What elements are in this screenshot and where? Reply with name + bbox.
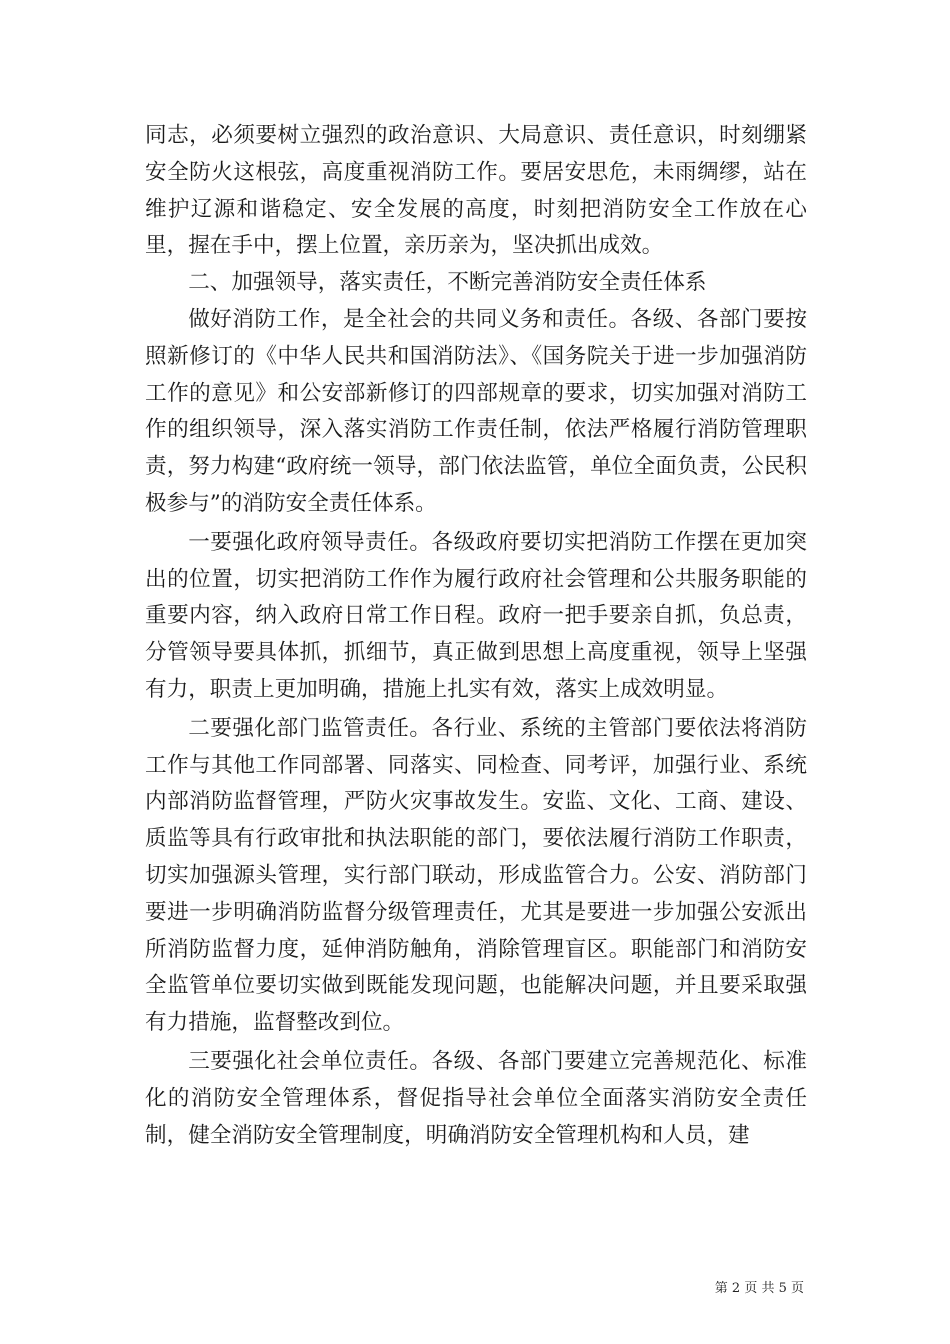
paragraph-3: 做好消防工作，是全社会的共同义务和责任。各级、各部门要按照新修订的《中华人民共和国消防法》、《国务院关于进一步加强消防工作的意见》和公安部新修订的四部规章的要求，切实加强对消防工作的组织领导，深入落实消防工作责任制，依法严格履行消防管理职责，努力构建“政府统一领导，部门依法监管，单位全面负责，公民积极参与”的消防安全责任体系。 — [145, 306, 807, 516]
section-heading-2: 二、加强领导，落实责任，不断完善消防安全责任体系 — [188, 270, 707, 296]
paragraph-6: 三要强化社会单位责任。各级、各部门要建立完善规范化、标准化的消防安全管理体系，督促指导社会单位全面落实消防安全责任制，健全消防安全管理制度，明确消防安全管理机构和人员，建 — [145, 1048, 807, 1148]
paragraph-1: 同志，必须要树立强烈的政治意识、大局意识、责任意识，时刻绷紧安全防火这根弦，高度重视消防工作。要居安思危，未雨绸缪，站在维护辽源和谐稳定、安全发展的高度，时刻把消防安全工作放在心里，握在手中，摆上位置，亲历亲为，坚决抓出成效。 — [145, 123, 807, 259]
body-text — [145, 118, 807, 1154]
page-number: 第 2 页 共 5 页 — [714, 1281, 804, 1296]
paragraph-5: 二要强化部门监管责任。各行业、系统的主管部门要依法将消防工作与其他工作同部署、同落实、同检查、同考评，加强行业、系统内部消防监督管理，严防火灾事故发生。安监、文化、工商、建设、质监等具有行政审批和执法职能的部门，要依法履行消防工作职责，切实加强源头管理，实行部门联动，形成监管合力。公安、消防部门要进一步明确消防监督分级管理责任，尤其是要进一步加强公安派出所消防监督力度，延伸消防触角，消除管理盲区。职能部门和消防安全监管单位要切实做到既能发现问题，也能解决问题，并且要采取强有力措施，监督整改到位。 — [145, 715, 807, 1036]
paragraph-4: 一要强化政府领导责任。各级政府要切实把消防工作摆在更加突出的位置，切实把消防工作作为履行政府社会管理和公共服务职能的重要内容，纳入政府日常工作日程。政府一把手要亲自抓，负总责，分管领导要具体抓，抓细节，真正做到思想上高度重视，领导上坚强有力，职责上更加明确，措施上扎实有效，落实上成效明显。 — [145, 529, 807, 702]
